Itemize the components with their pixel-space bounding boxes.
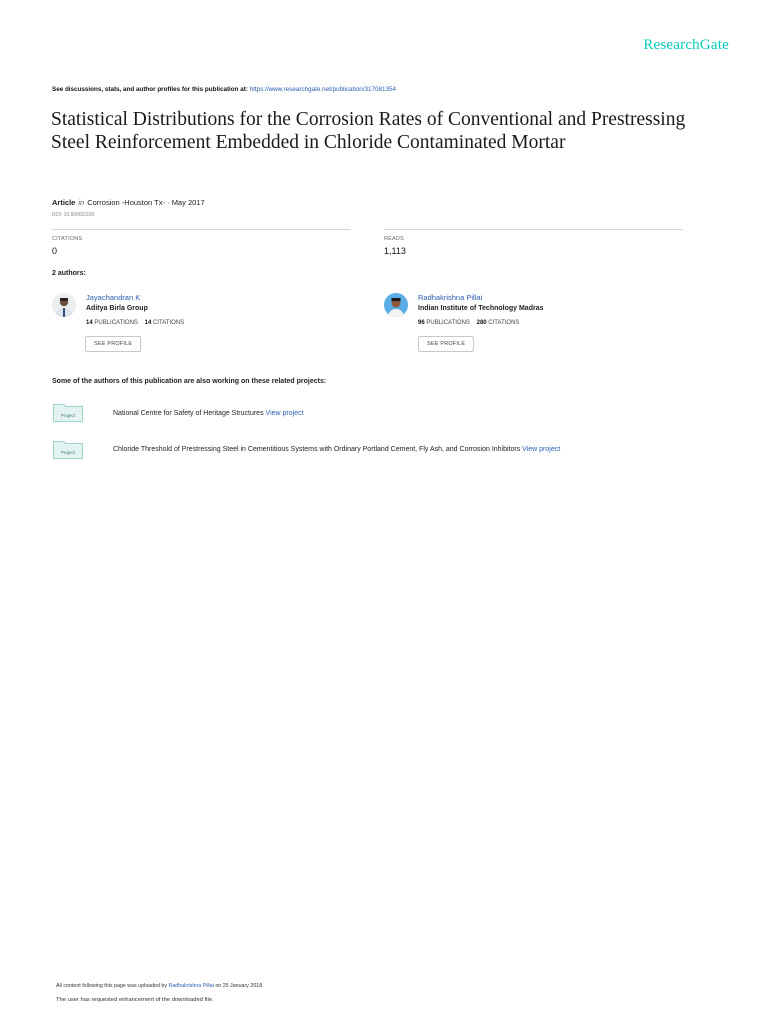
citations-label: CITATIONS [488, 320, 520, 326]
reads-value: 1,113 [384, 246, 406, 256]
project-icon-label: Project [60, 413, 76, 418]
reads-divider [384, 229, 683, 230]
project-item [113, 410, 304, 417]
citations-label: CITATIONS [152, 320, 185, 326]
researchgate-logo[interactable]: ResearchGate [643, 37, 729, 53]
authors-heading: 2 authors: [52, 270, 86, 277]
author-name-link[interactable]: Jayachandran K [86, 293, 141, 302]
publications-label: PUBLICATIONS [94, 320, 138, 326]
view-project-link[interactable]: View project [265, 410, 304, 417]
citations-label: CITATIONS [52, 236, 83, 242]
citations-count: 280 [476, 320, 487, 326]
citations-value: 0 [52, 246, 58, 256]
uploader-link[interactable]: Radhakrishna Pillai [168, 983, 214, 989]
publications-count: 96 [418, 320, 425, 326]
see-profile-button[interactable]: SEE PROFILE [85, 336, 141, 352]
publication-date: May 2017 [171, 198, 205, 207]
doi-text: DOI: 10.5006/2330 [52, 212, 95, 218]
author-avatar[interactable] [384, 293, 408, 317]
citations-count: 14 [144, 320, 152, 326]
enhancement-note: The user has requested enhancement of the downloaded file. [56, 997, 214, 1003]
in-word: in [78, 198, 85, 207]
author-avatar[interactable] [52, 293, 76, 317]
upload-suffix: on 25 January 2018. [215, 983, 264, 989]
author-institution[interactable]: Aditya Birla Group [86, 305, 148, 312]
reads-label: READS [384, 236, 404, 242]
project-title: National Centre for Safety of Heritage Structures [113, 410, 264, 417]
related-projects-heading: Some of the authors of this publication are also working on these related projects: [52, 378, 327, 385]
project-icon-label: Project [60, 450, 76, 455]
project-folder-icon[interactable] [53, 403, 83, 427]
person-photo-icon [384, 293, 408, 317]
citations-divider [52, 229, 351, 230]
see-profile-button[interactable]: SEE PROFILE [418, 336, 474, 352]
publication-meta [52, 198, 205, 207]
person-photo-icon [52, 293, 76, 317]
discussions-text: See discussions, stats, and author profiles for this publication at: [52, 86, 248, 93]
discussions-line [52, 86, 396, 93]
project-folder-icon[interactable] [53, 440, 83, 464]
author-stats [418, 320, 519, 326]
publication-title: Statistical Distributions for the Corrosion Rates of Conventional and Prestressing Steel Reinforcement Embedded in Chloride Contaminated Mortar [51, 109, 686, 153]
author-institution[interactable]: Indian Institute of Technology Madras [418, 305, 544, 312]
publication-url-link[interactable]: https://www.researchgate.net/publication/317081354 [249, 86, 397, 93]
journal-name[interactable]: Corrosion -Houston Tx- [87, 198, 165, 207]
publications-label: PUBLICATIONS [426, 320, 470, 326]
author-stats [86, 320, 184, 326]
publications-count: 14 [86, 320, 93, 326]
article-type: Article [52, 198, 76, 207]
author-name-link[interactable]: Radhakrishna Pillai [418, 293, 483, 302]
date-separator: · [167, 198, 170, 207]
project-title: Chloride Threshold of Prestressing Steel in Cementitious Systems with Ordinary Portland Cement, Fly Ash, and Corrosion Inhibitors [113, 446, 521, 453]
upload-prefix: All content following this page was uploaded by [56, 983, 168, 989]
project-item [113, 446, 560, 453]
upload-note [56, 983, 264, 989]
view-project-link[interactable]: View project [522, 446, 561, 453]
